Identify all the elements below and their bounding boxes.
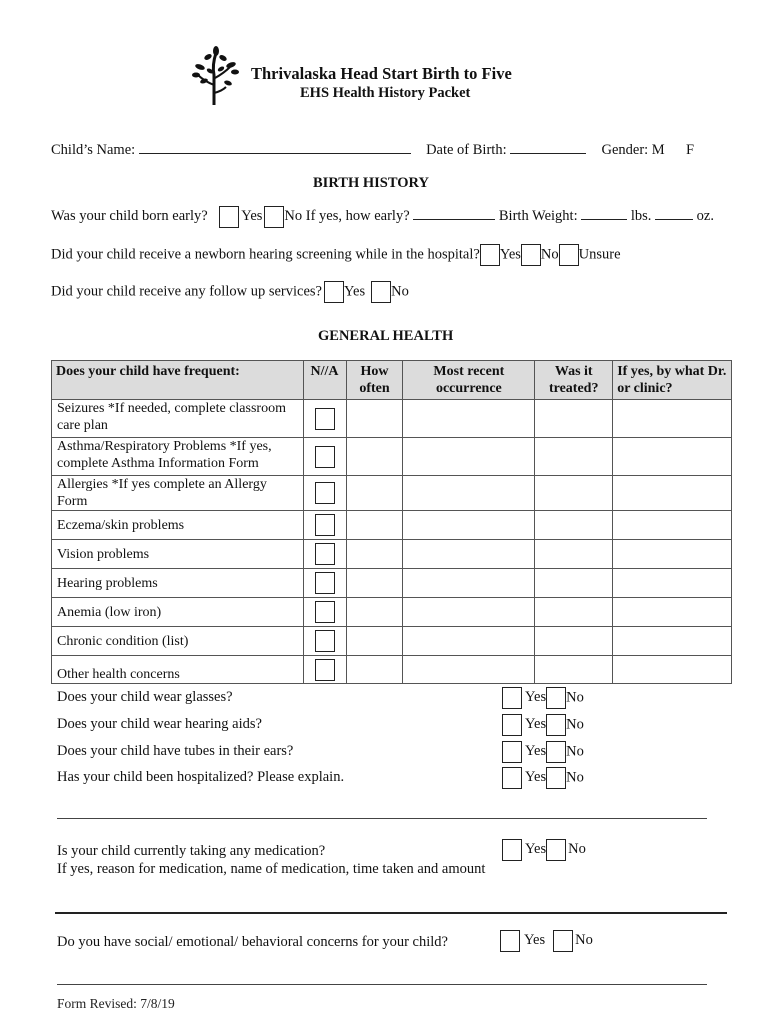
how-often-cell[interactable] <box>346 540 403 569</box>
recent-occurrence-cell[interactable] <box>403 476 535 511</box>
medication-detail: If yes, reason for medication, name of medication, time taken and amount <box>57 861 486 877</box>
column-header: Was it treated? <box>535 361 613 400</box>
born-early-no-checkbox[interactable] <box>264 206 284 228</box>
table-row <box>52 569 732 598</box>
recent-occurrence-cell[interactable] <box>403 656 535 684</box>
column-header: Most recent occurrence <box>403 361 535 400</box>
clinic-cell[interactable] <box>613 400 732 438</box>
yes-label: Yes <box>524 932 546 949</box>
hearing-screening-unsure-checkbox[interactable] <box>559 244 579 266</box>
hospitalized-options <box>502 767 584 789</box>
how-often-cell[interactable] <box>346 438 403 476</box>
general-health-title: GENERAL HEALTH <box>318 328 454 344</box>
clinic-cell[interactable] <box>613 476 732 511</box>
hospitalized-yes-checkbox[interactable] <box>502 767 522 789</box>
how-early-field[interactable] <box>413 205 495 220</box>
yes-label: Yes <box>241 208 263 224</box>
na-checkbox[interactable] <box>315 482 335 504</box>
hearing-aids-options <box>502 714 584 736</box>
hearing-screening-yes-checkbox[interactable] <box>480 244 500 266</box>
born-early-question: Was your child born early? <box>51 208 208 224</box>
birth-weight-label: Birth Weight: <box>498 208 578 224</box>
tree-icon <box>190 45 240 107</box>
follow-up-row <box>51 281 409 303</box>
form-revised: Form Revised: 7/8/19 <box>57 996 175 1011</box>
no-label: No <box>568 841 586 858</box>
condition-label: Chronic condition (list) <box>52 627 304 656</box>
no-label: No <box>566 689 584 706</box>
hearing-aids-no-checkbox[interactable] <box>546 714 566 736</box>
how-often-cell[interactable] <box>346 656 403 684</box>
condition-label: Eczema/skin problems <box>52 511 304 540</box>
column-header: Does your child have frequent: <box>52 361 304 400</box>
recent-occurrence-cell[interactable] <box>403 569 535 598</box>
how-often-cell[interactable] <box>346 598 403 627</box>
no-label: No <box>566 716 584 733</box>
yes-label: Yes <box>525 841 547 858</box>
child-name-label: Child’s Name: <box>51 142 136 158</box>
how-often-cell[interactable] <box>346 511 403 540</box>
child-name-field[interactable] <box>139 139 411 154</box>
born-early-row <box>51 205 714 228</box>
treated-cell[interactable] <box>535 400 613 438</box>
na-checkbox[interactable] <box>315 630 335 652</box>
clinic-cell[interactable] <box>613 627 732 656</box>
na-checkbox[interactable] <box>315 572 335 594</box>
na-checkbox[interactable] <box>315 659 335 681</box>
no-label: No <box>284 208 303 224</box>
treated-cell[interactable] <box>535 656 613 684</box>
clinic-cell[interactable] <box>613 656 732 684</box>
child-info-row <box>51 139 694 159</box>
yes-label: Yes <box>525 743 547 760</box>
column-header: How often <box>346 361 403 400</box>
treated-cell[interactable] <box>535 476 613 511</box>
condition-label: Anemia (low iron) <box>52 598 304 627</box>
treated-cell[interactable] <box>535 569 613 598</box>
table-row <box>52 656 732 684</box>
yes-label: Yes <box>499 246 521 263</box>
column-header: N//A <box>303 361 346 400</box>
follow-up-no-checkbox[interactable] <box>371 281 391 303</box>
column-header: If yes, by what Dr. or clinic? <box>613 361 732 400</box>
treated-cell[interactable] <box>535 598 613 627</box>
how-often-cell[interactable] <box>346 569 403 598</box>
medication-question: Is your child currently taking any medication? <box>57 843 326 859</box>
how-often-cell[interactable] <box>346 476 403 511</box>
dob-field[interactable] <box>510 139 586 154</box>
birth-history-title: BIRTH HISTORY <box>313 175 429 191</box>
dob-label: Date of Birth: <box>426 142 507 158</box>
condition-label: Vision problems <box>52 540 304 569</box>
table-row <box>52 511 732 540</box>
treated-cell[interactable] <box>535 511 613 540</box>
tubes-options <box>502 741 584 763</box>
glasses-no-checkbox[interactable] <box>546 687 566 709</box>
follow-up-question: Did your child receive any follow up services? <box>51 283 322 300</box>
na-checkbox[interactable] <box>315 446 335 468</box>
logo <box>190 45 240 107</box>
no-label: No <box>391 283 409 300</box>
condition-label: Hearing problems <box>52 569 304 598</box>
hearing-screening-question: Did your child receive a newborn hearing screening while in the hospital? <box>51 246 480 263</box>
recent-occurrence-cell[interactable] <box>403 540 535 569</box>
social-options <box>500 930 593 952</box>
birth-weight-oz-field[interactable] <box>655 205 693 220</box>
na-checkbox[interactable] <box>315 543 335 565</box>
no-label: No <box>566 769 584 786</box>
birth-weight-lbs-field[interactable] <box>581 205 627 220</box>
general-health-table <box>51 360 732 684</box>
how-early-label: If yes, how early? <box>305 208 410 224</box>
org-title: Thrivalaska Head Start Birth to Five <box>251 64 512 83</box>
na-checkbox[interactable] <box>315 514 335 536</box>
medication-options <box>502 839 586 861</box>
how-often-cell[interactable] <box>346 627 403 656</box>
hospitalized-no-checkbox[interactable] <box>546 767 566 789</box>
glasses-question: Does your child wear glasses? <box>57 689 233 705</box>
subtitle: EHS Health History Packet <box>300 85 471 101</box>
recent-occurrence-cell[interactable] <box>403 627 535 656</box>
clinic-cell[interactable] <box>613 438 732 476</box>
clinic-cell[interactable] <box>613 540 732 569</box>
recent-occurrence-cell[interactable] <box>403 511 535 540</box>
condition-label: Asthma/Respiratory Problems *If yes, complete Asthma Information Form <box>52 438 304 476</box>
table-row <box>52 476 732 511</box>
table-row <box>52 540 732 569</box>
hearing-aids-yes-checkbox[interactable] <box>502 714 522 736</box>
table-header-row <box>52 361 732 400</box>
social-explain-line[interactable] <box>57 984 707 985</box>
recent-occurrence-cell[interactable] <box>403 438 535 476</box>
no-label: No <box>540 246 559 263</box>
medication-no-checkbox[interactable] <box>546 839 566 861</box>
born-early-yes-checkbox[interactable] <box>219 206 239 228</box>
social-question: Do you have social/ emotional/ behavioral concerns for your child? <box>57 934 448 950</box>
table-row <box>52 627 732 656</box>
recent-occurrence-cell[interactable] <box>403 598 535 627</box>
no-label: No <box>566 743 584 760</box>
recent-occurrence-cell[interactable] <box>403 400 535 438</box>
condition-label: Allergies *If yes complete an Allergy Form <box>52 476 304 511</box>
hearing-aids-question: Does your child wear hearing aids? <box>57 716 262 732</box>
clinic-cell[interactable] <box>613 511 732 540</box>
how-often-cell[interactable] <box>346 400 403 438</box>
yes-label: Yes <box>525 689 547 706</box>
na-checkbox[interactable] <box>315 408 335 430</box>
oz-label: oz. <box>696 208 714 224</box>
follow-up-yes-checkbox[interactable] <box>324 281 344 303</box>
tubes-no-checkbox[interactable] <box>546 741 566 763</box>
social-no-checkbox[interactable] <box>553 930 573 952</box>
glasses-options <box>502 687 584 709</box>
condition-label: Other health concerns <box>52 656 304 684</box>
condition-label: Seizures *If needed, complete classroom care plan <box>52 400 304 438</box>
clinic-cell[interactable] <box>613 569 732 598</box>
unsure-label: Unsure <box>578 246 621 263</box>
tubes-yes-checkbox[interactable] <box>502 741 522 763</box>
hospitalized-explain-line[interactable] <box>57 818 707 819</box>
na-checkbox[interactable] <box>315 601 335 623</box>
hearing-screening-no-checkbox[interactable] <box>521 244 541 266</box>
yes-label: Yes <box>525 769 547 786</box>
table-row <box>52 400 732 438</box>
lbs-label: lbs. <box>630 208 652 224</box>
yes-label: Yes <box>343 283 366 300</box>
hospitalized-question: Has your child been hospitalized? Please explain. <box>57 769 345 785</box>
section-divider <box>55 912 727 914</box>
no-label: No <box>575 932 593 949</box>
clinic-cell[interactable] <box>613 598 732 627</box>
social-yes-checkbox[interactable] <box>500 930 520 952</box>
gender-label: Gender: M <box>601 142 665 158</box>
table-row <box>52 598 732 627</box>
treated-cell[interactable] <box>535 540 613 569</box>
gender-f-option[interactable]: F <box>685 142 695 158</box>
treated-cell[interactable] <box>535 438 613 476</box>
tubes-question: Does your child have tubes in their ears? <box>57 743 294 759</box>
yes-label: Yes <box>525 716 547 733</box>
glasses-yes-checkbox[interactable] <box>502 687 522 709</box>
hearing-screening-row <box>51 244 621 266</box>
table-row <box>52 438 732 476</box>
medication-yes-checkbox[interactable] <box>502 839 522 861</box>
treated-cell[interactable] <box>535 627 613 656</box>
